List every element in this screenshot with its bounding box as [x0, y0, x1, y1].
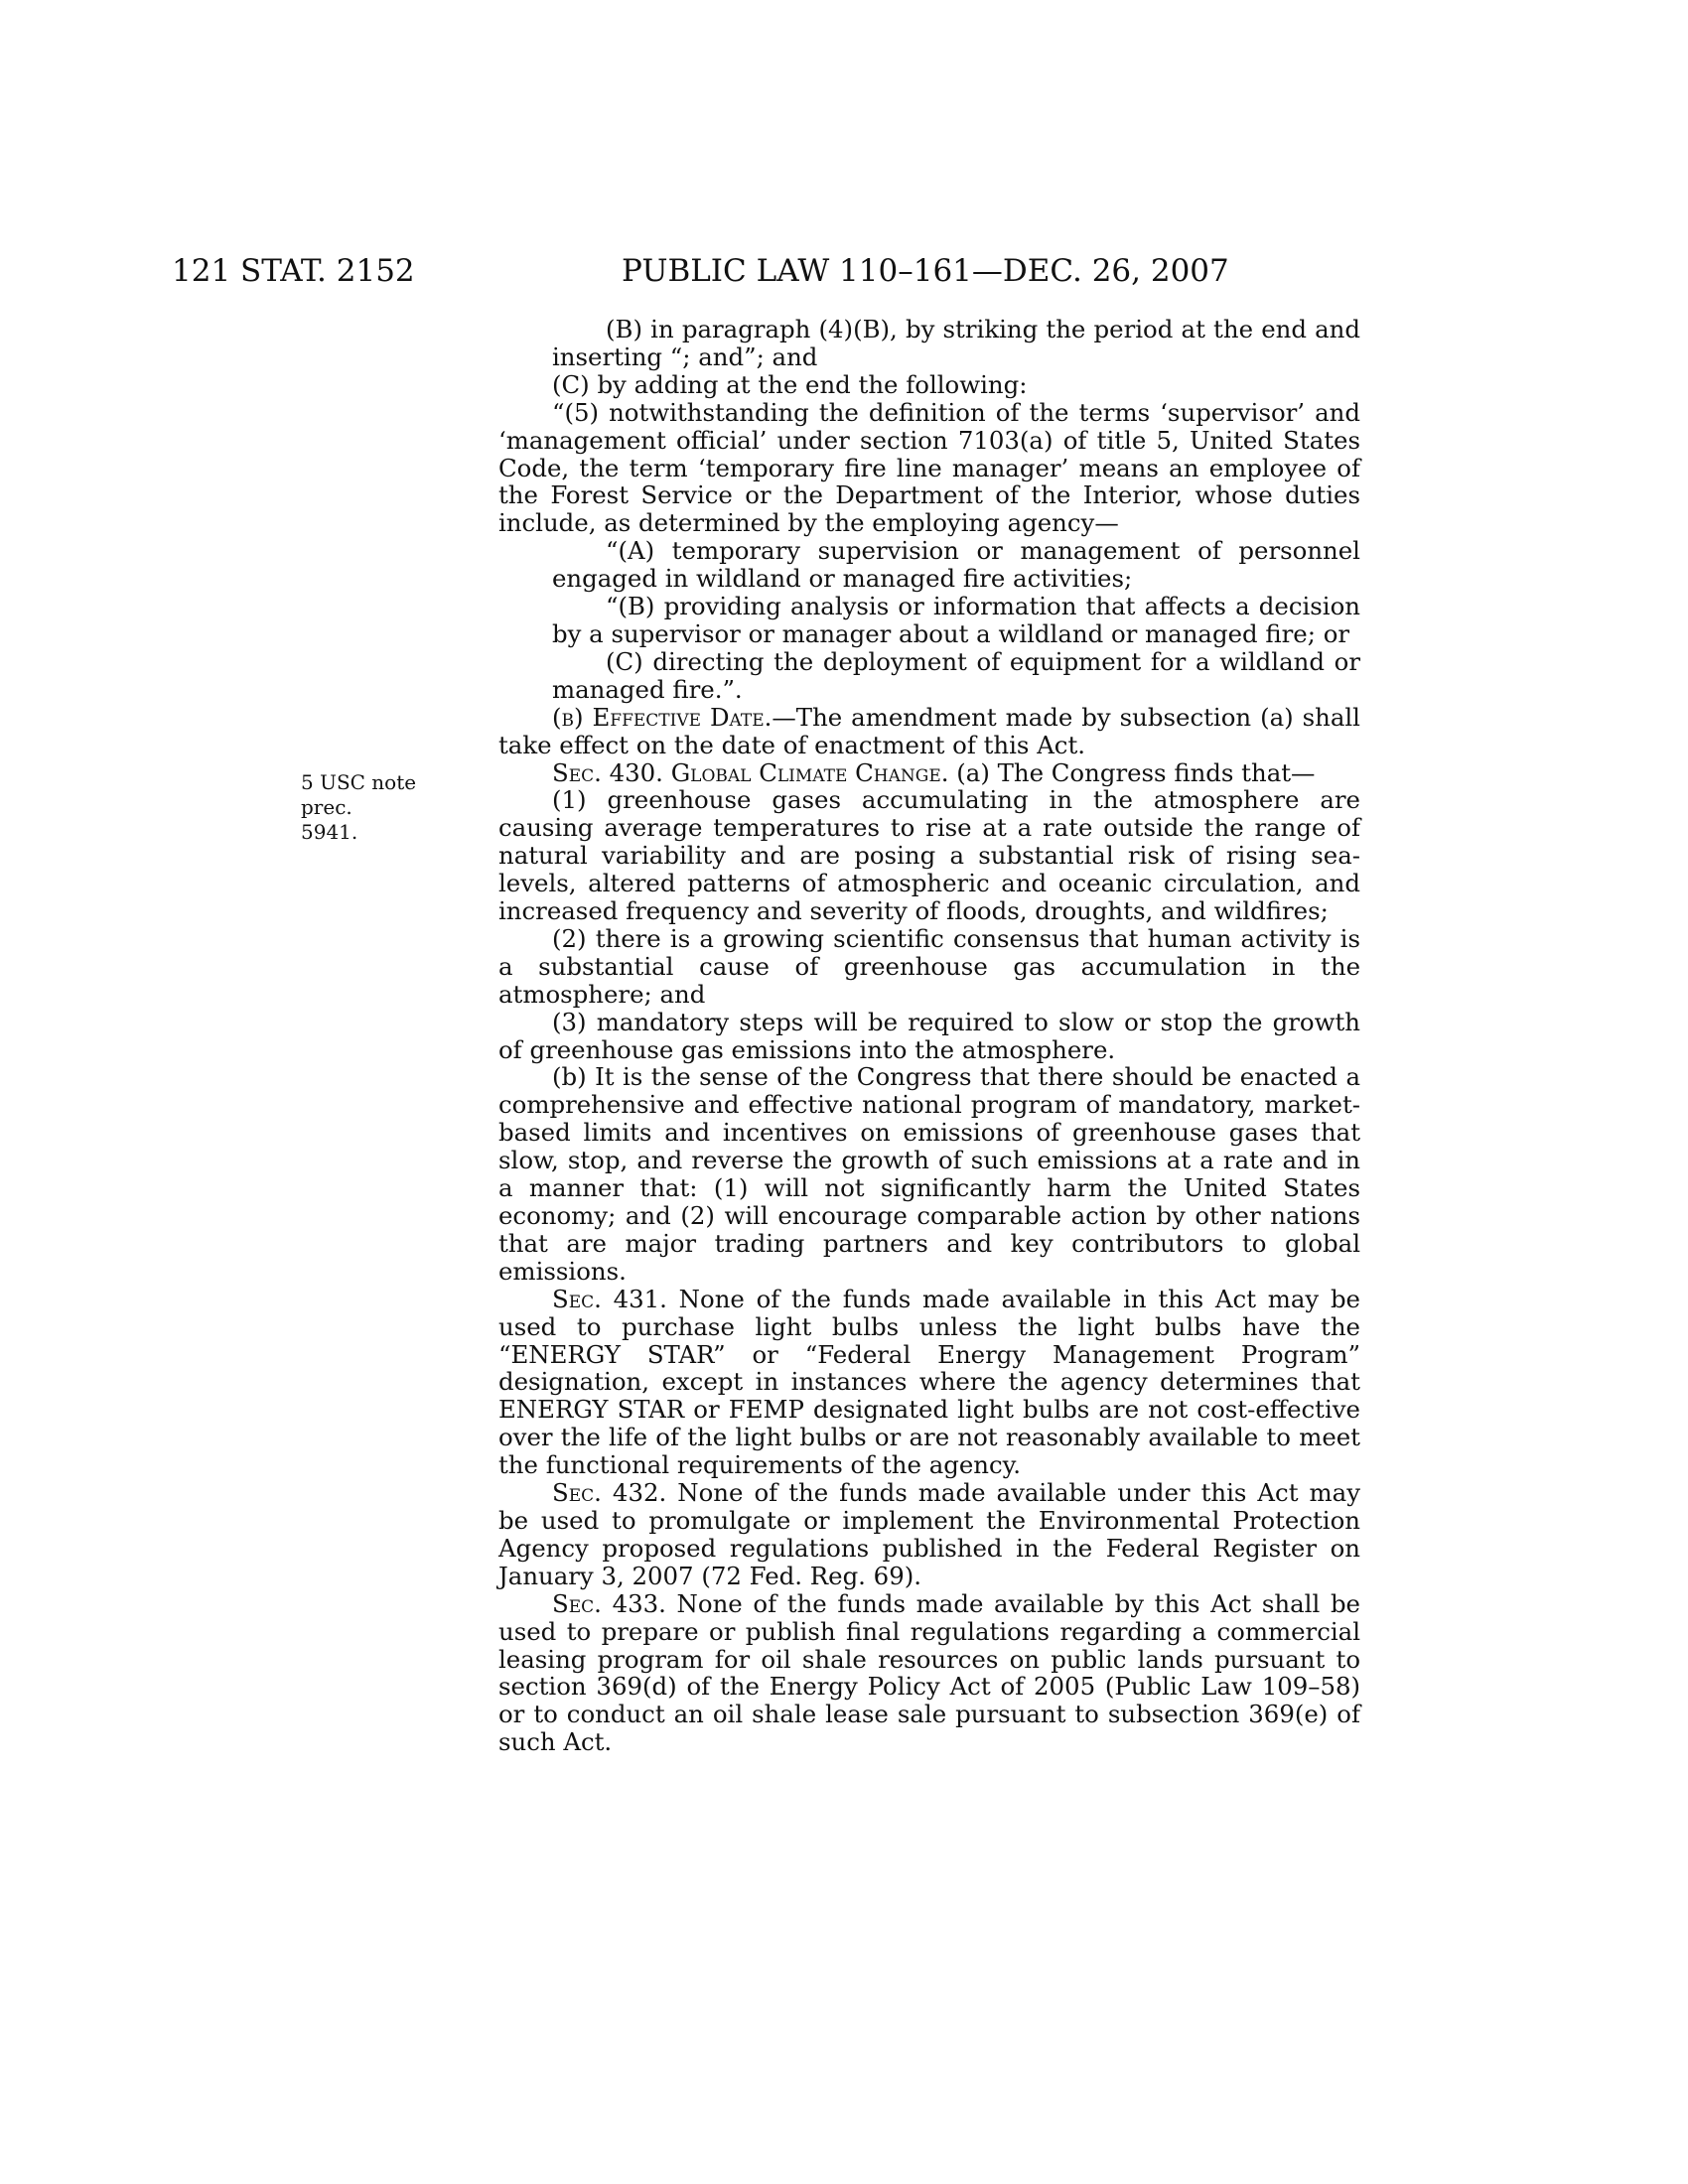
finding-2: (2) there is a growing scientific consensus that human activity is a substantial cause of greenhouse gas accumulation in the atmosphere; and [498, 923, 1360, 1009]
section-label: Sec. [552, 1588, 602, 1618]
subparagraph-a: “(A) temporary supervision or management of personnel engaged in wildland or managed fire activities; [552, 536, 1360, 594]
statute-reference: 121 STAT. 2152 [172, 253, 415, 289]
effective-date-heading: (b) Effective Date. [552, 702, 773, 732]
running-title: PUBLIC LAW 110–161—DEC. 26, 2007 [622, 253, 1229, 289]
section-432-text: 432. None of the funds made available under this Act may be used to promulgate or implement the Environmental Protection Agency proposed regulations published in the Federal Register on January 3, 2007 (72 Fed. Reg. 69). [498, 1478, 1360, 1590]
sense-of-congress: (b) It is the sense of the Congress that there should be enacted a comprehensive and effective national program of mandatory, market-based limits and incentives on emissions of greenhouse gases that slow, stop, and reverse the growth of such emissions at a rate and in a manner that: (1) will not significantly harm the United States economy; and (2) will encourage comparable action by other nations that are major trading partners and key contributors to global emissions. [498, 1062, 1360, 1286]
finding-3: (3) mandatory steps will be required to slow or stop the growth of greenhouse gas emissions into the atmosphere. [498, 1007, 1360, 1064]
effective-date-text: —The amendment made by subsection (a) shall take effect on the date of enactment of this Act. [498, 702, 1360, 759]
section-433-text: 433. None of the funds made available by this Act shall be used to prepare or publish final regulations regarding a commercial leasing program for oil shale resources on public lands pursuant to section 369(d) of the Energy Policy Act of 2005 (Public Law 109–58) or to conduct an oil shale lease sale pursuant to subsection 369(e) of such Act. [498, 1588, 1360, 1757]
section-431 [498, 1286, 1360, 1479]
margin-note-line: 5 USC note prec. [301, 770, 417, 819]
clause-b-paragraph-4b: (B) in paragraph (4)(B), by striking the period at the end and inserting “; and”; and [552, 315, 1360, 371]
subparagraph-c: (C) directing the deployment of equipment for a wildland or managed fire.”. [552, 646, 1360, 704]
subparagraph-b: “(B) providing analysis or information that affects a decision by a supervisor or manager about a wildland or managed fire; or [552, 592, 1360, 648]
section-label: Sec. [552, 1284, 602, 1313]
section-430-heading-paragraph [498, 759, 1360, 787]
section-431-text: 431. None of the funds made available in this Act may be used to purchase light bulbs unless the light bulbs have the “ENERGY STAR” or “Federal Energy Management Program” designation, except in instances where the agency determines that ENERGY STAR or FEMP designated light bulbs are not cost-effective over the life of the light bulbs or are not reasonably available to meet the functional requirements of the agency. [498, 1284, 1360, 1480]
body-text [498, 316, 1360, 1756]
paragraph-5-definition: “(5) notwithstanding the definition of the terms ‘supervisor’ and ‘management official’ under section 7103(a) of title 5, United States Code, the term ‘temporary fire line manager’ means an employee of the Forest Service or the Department of the Interior, whose duties include, as determined by the employing agency— [498, 397, 1360, 538]
margin-note [301, 770, 470, 845]
margin-note-line: 5941. [301, 820, 358, 844]
effective-date-paragraph [498, 704, 1360, 759]
section-430-text: (a) The Congress finds that— [948, 757, 1316, 787]
section-430-heading: Sec. 430. Global Climate Change. [552, 757, 949, 787]
section-label: Sec. [552, 1478, 602, 1508]
page-header [172, 251, 1229, 291]
section-433 [498, 1590, 1360, 1756]
finding-1: (1) greenhouse gases accumulating in the atmosphere are causing average temperatures to rise at a rate outside the range of natural variability and are posing a substantial risk of rising sea-levels, altered patterns of atmospheric and oceanic circulation, and increased frequency and severity of floods, droughts, and wildfires; [498, 785, 1360, 926]
section-432 [498, 1479, 1360, 1590]
clause-c-adding: (C) by adding at the end the following: [552, 369, 1028, 399]
